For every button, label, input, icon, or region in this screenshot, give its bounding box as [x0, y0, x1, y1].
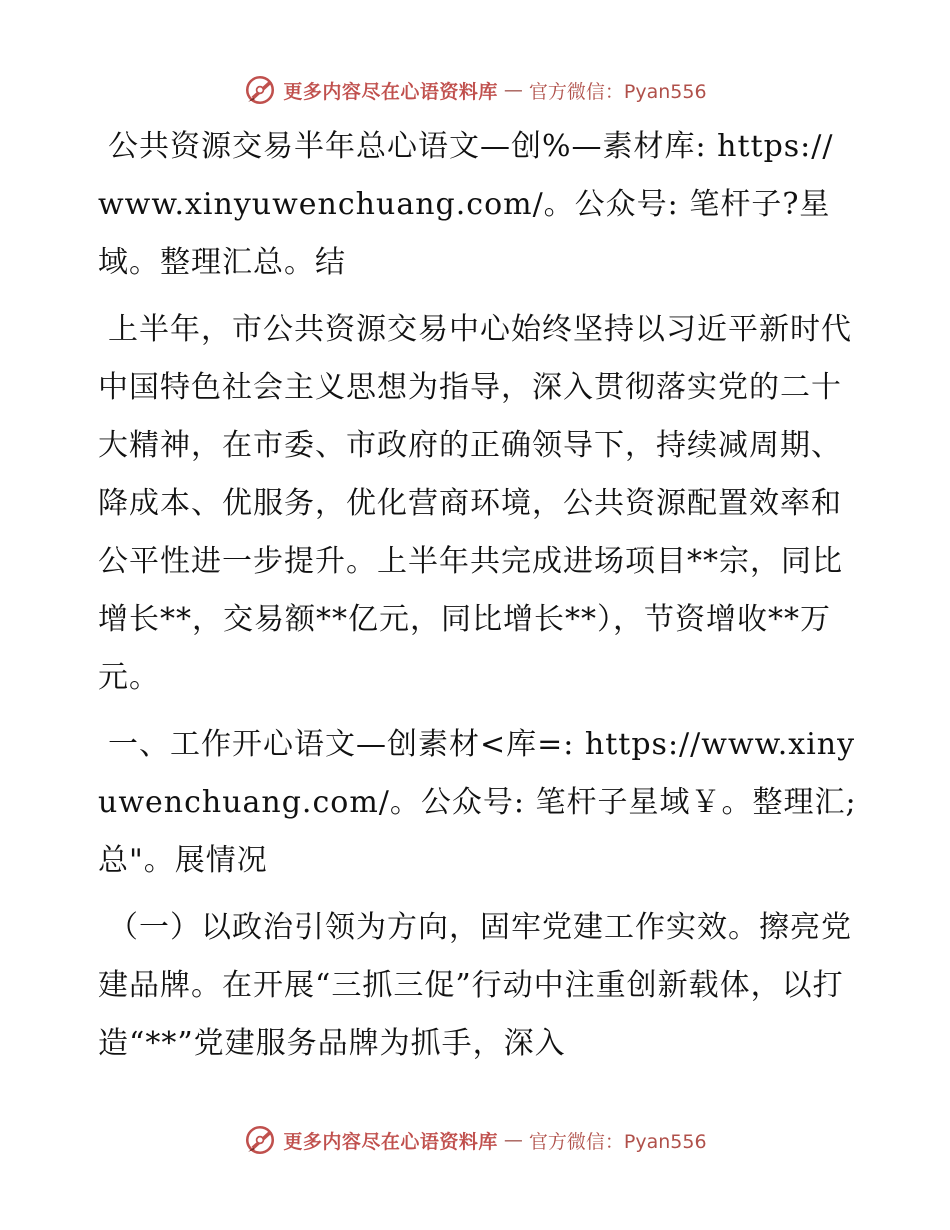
document-body [98, 118, 858, 1082]
document-paragraph: 上半年，市公共资源交易中心始终坚持以习近平新时代中国特色社会主义思想为指导，深入贯彻落实党的二十大精神，在市委、市政府的正确领导下，持续减周期、降成本、优服务，优化营商环境，公共资源配置效率和公平性进一步提升。上半年共完成进场项目**宗，同比增长**，交易额**亿元，同比增长**），节资增收**万元。 [98, 312, 852, 695]
banner-separator: — [503, 1129, 523, 1151]
banner-site-text: 更多内容尽在心语资料库 [283, 80, 498, 103]
footer-banner [0, 1120, 950, 1160]
footer-banner-inner [243, 1123, 706, 1157]
banner-site-text: 更多内容尽在心语资料库 [283, 1130, 498, 1153]
banner-contact-text: 官方微信：Pyan556 [528, 80, 707, 103]
header-banner [0, 70, 950, 110]
document-paragraph: 公共资源交易半年总心语文—创%—素材库: https://www.xinyuwenchuang.com/。公众号: 笔杆子?星域。整理汇总。结 [98, 129, 834, 280]
banner-contact-text: 官方微信：Pyan556 [528, 1130, 707, 1153]
brand-logo-icon [243, 73, 277, 107]
document-paragraph: 一、工作开心语文—创素材<库=: https://www.xinyuwenchuang.com/。公众号: 笔杆子星域￥。整理汇;总"。展情况 [98, 727, 857, 878]
brand-logo-icon [243, 1123, 277, 1157]
banner-separator: — [503, 79, 523, 101]
document-paragraph: （一）以政治引领为方向，固牢党建工作实效。擦亮党建品牌。在开展“三抓三促”行动中注重创新载体，以打造“**”党建服务品牌为抓手，深入 [98, 910, 852, 1061]
header-banner-inner [243, 73, 706, 107]
